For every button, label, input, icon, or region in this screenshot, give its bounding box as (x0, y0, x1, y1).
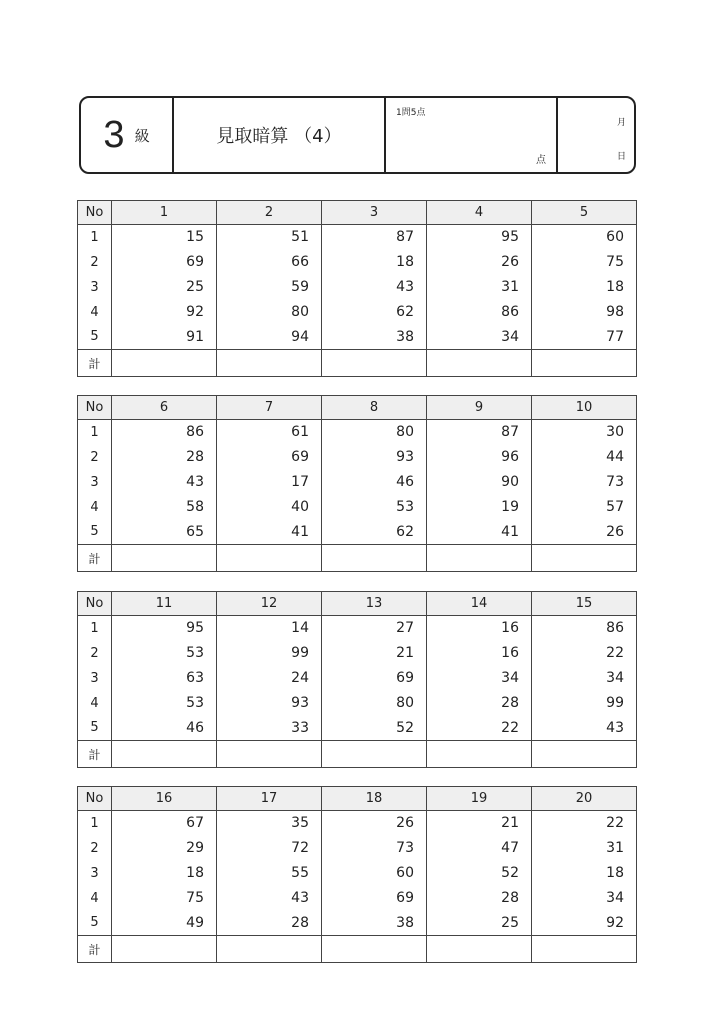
number-cell: 86 (427, 300, 532, 325)
number-cell: 75 (532, 250, 637, 275)
number-cell: 69 (217, 445, 322, 470)
row-number: 5 (78, 325, 112, 350)
number-cell: 86 (112, 420, 217, 445)
problem-table (77, 786, 637, 963)
answer-cell[interactable] (217, 545, 322, 572)
number-cell: 93 (322, 445, 427, 470)
number-cell: 72 (217, 836, 322, 861)
score-rule: 1問5点 (396, 108, 426, 118)
answer-cell[interactable] (322, 545, 427, 572)
problem-number-header: 8 (322, 396, 427, 420)
answer-cell[interactable] (427, 350, 532, 377)
table-row (78, 861, 637, 886)
number-cell: 17 (217, 470, 322, 495)
row-number: 4 (78, 691, 112, 716)
number-cell: 62 (322, 300, 427, 325)
answer-cell[interactable] (217, 936, 322, 963)
number-cell: 43 (112, 470, 217, 495)
number-cell: 26 (427, 250, 532, 275)
number-cell: 21 (427, 811, 532, 836)
table-header-row (78, 592, 637, 616)
month-label: 月 (616, 118, 626, 128)
row-number: 1 (78, 225, 112, 250)
answer-cell[interactable] (217, 350, 322, 377)
table-row (78, 470, 637, 495)
number-cell: 95 (427, 225, 532, 250)
problem-number-header: 1 (112, 201, 217, 225)
grade-box (81, 98, 174, 172)
row-number: 4 (78, 300, 112, 325)
number-cell: 86 (532, 616, 637, 641)
table-row (78, 225, 637, 250)
problem-number-header: 3 (322, 201, 427, 225)
answer-cell[interactable] (532, 936, 637, 963)
row-number: 3 (78, 275, 112, 300)
number-cell: 34 (427, 666, 532, 691)
answer-cell[interactable] (112, 545, 217, 572)
table-row (78, 445, 637, 470)
answer-cell[interactable] (427, 741, 532, 768)
number-cell: 95 (112, 616, 217, 641)
number-cell: 43 (217, 886, 322, 911)
number-cell: 69 (112, 250, 217, 275)
problem-number-header: 5 (532, 201, 637, 225)
number-cell: 41 (217, 520, 322, 545)
row-number: 2 (78, 250, 112, 275)
table-row (78, 911, 637, 936)
number-cell: 57 (532, 495, 637, 520)
number-cell: 90 (427, 470, 532, 495)
table-row (78, 691, 637, 716)
row-number: 3 (78, 666, 112, 691)
number-cell: 98 (532, 300, 637, 325)
number-cell: 43 (532, 716, 637, 741)
answer-cell[interactable] (322, 350, 427, 377)
number-cell: 46 (112, 716, 217, 741)
number-cell: 65 (112, 520, 217, 545)
number-cell: 96 (427, 445, 532, 470)
answer-cell[interactable] (532, 545, 637, 572)
number-cell: 47 (427, 836, 532, 861)
number-cell: 26 (532, 520, 637, 545)
row-number: 5 (78, 716, 112, 741)
table-row (78, 275, 637, 300)
number-cell: 19 (427, 495, 532, 520)
table-row (78, 666, 637, 691)
table-row (78, 325, 637, 350)
number-cell: 62 (322, 520, 427, 545)
problem-number-header: 18 (322, 787, 427, 811)
number-cell: 26 (322, 811, 427, 836)
number-cell: 52 (427, 861, 532, 886)
no-header: No (78, 592, 112, 616)
answer-cell[interactable] (112, 936, 217, 963)
number-cell: 16 (427, 616, 532, 641)
number-cell: 53 (112, 641, 217, 666)
row-number: 3 (78, 470, 112, 495)
problem-number-header: 10 (532, 396, 637, 420)
row-number: 1 (78, 616, 112, 641)
number-cell: 14 (217, 616, 322, 641)
number-cell: 69 (322, 666, 427, 691)
table-header-row (78, 396, 637, 420)
number-cell: 80 (322, 420, 427, 445)
number-cell: 25 (427, 911, 532, 936)
total-row (78, 936, 637, 963)
number-cell: 18 (322, 250, 427, 275)
problem-number-header: 7 (217, 396, 322, 420)
problem-number-header: 19 (427, 787, 532, 811)
problem-number-header: 14 (427, 592, 532, 616)
answer-cell[interactable] (427, 545, 532, 572)
table-header-row (78, 201, 637, 225)
no-header: No (78, 396, 112, 420)
total-row (78, 545, 637, 572)
table-row (78, 300, 637, 325)
number-cell: 55 (217, 861, 322, 886)
number-cell: 59 (217, 275, 322, 300)
number-cell: 29 (112, 836, 217, 861)
number-cell: 60 (532, 225, 637, 250)
number-cell: 49 (112, 911, 217, 936)
number-cell: 31 (427, 275, 532, 300)
number-cell: 18 (112, 861, 217, 886)
answer-cell[interactable] (112, 350, 217, 377)
table-row (78, 520, 637, 545)
row-number: 4 (78, 886, 112, 911)
number-cell: 60 (322, 861, 427, 886)
number-cell: 77 (532, 325, 637, 350)
worksheet-header (79, 96, 636, 174)
grade-number: 3 (103, 114, 125, 156)
answer-cell[interactable] (427, 936, 532, 963)
number-cell: 46 (322, 470, 427, 495)
table-row (78, 616, 637, 641)
table-row (78, 495, 637, 520)
number-cell: 92 (112, 300, 217, 325)
number-cell: 34 (532, 666, 637, 691)
number-cell: 22 (427, 716, 532, 741)
total-label: 計 (78, 936, 112, 963)
number-cell: 33 (217, 716, 322, 741)
number-cell: 80 (322, 691, 427, 716)
number-cell: 34 (427, 325, 532, 350)
answer-cell[interactable] (112, 741, 217, 768)
row-number: 2 (78, 836, 112, 861)
number-cell: 53 (322, 495, 427, 520)
number-cell: 91 (112, 325, 217, 350)
number-cell: 44 (532, 445, 637, 470)
number-cell: 58 (112, 495, 217, 520)
number-cell: 34 (532, 886, 637, 911)
problem-number-header: 13 (322, 592, 427, 616)
number-cell: 35 (217, 811, 322, 836)
problem-number-header: 16 (112, 787, 217, 811)
number-cell: 18 (532, 275, 637, 300)
number-cell: 69 (322, 886, 427, 911)
number-cell: 94 (217, 325, 322, 350)
table-row (78, 836, 637, 861)
no-header: No (78, 787, 112, 811)
row-number: 3 (78, 861, 112, 886)
problem-table (77, 200, 637, 377)
problem-number-header: 17 (217, 787, 322, 811)
row-number: 1 (78, 811, 112, 836)
total-label: 計 (78, 741, 112, 768)
number-cell: 28 (427, 886, 532, 911)
number-cell: 52 (322, 716, 427, 741)
row-number: 4 (78, 495, 112, 520)
number-cell: 38 (322, 325, 427, 350)
number-cell: 75 (112, 886, 217, 911)
number-cell: 87 (322, 225, 427, 250)
number-cell: 53 (112, 691, 217, 716)
number-cell: 24 (217, 666, 322, 691)
number-cell: 87 (427, 420, 532, 445)
number-cell: 93 (217, 691, 322, 716)
number-cell: 67 (112, 811, 217, 836)
problem-number-header: 20 (532, 787, 637, 811)
number-cell: 99 (217, 641, 322, 666)
number-cell: 15 (112, 225, 217, 250)
problem-number-header: 2 (217, 201, 322, 225)
answer-cell[interactable] (532, 741, 637, 768)
problem-table (77, 395, 637, 572)
date-box[interactable] (558, 98, 634, 172)
table-row (78, 716, 637, 741)
score-box[interactable] (386, 98, 558, 172)
table-row (78, 641, 637, 666)
number-cell: 73 (322, 836, 427, 861)
row-number: 5 (78, 520, 112, 545)
answer-cell[interactable] (532, 350, 637, 377)
number-cell: 61 (217, 420, 322, 445)
number-cell: 66 (217, 250, 322, 275)
table-header-row (78, 787, 637, 811)
total-row (78, 350, 637, 377)
day-label: 日 (616, 152, 626, 162)
number-cell: 80 (217, 300, 322, 325)
score-unit: 点 (536, 155, 546, 166)
table-row (78, 420, 637, 445)
number-cell: 38 (322, 911, 427, 936)
problem-table (77, 591, 637, 768)
number-cell: 28 (112, 445, 217, 470)
number-cell: 73 (532, 470, 637, 495)
number-cell: 63 (112, 666, 217, 691)
problem-number-header: 15 (532, 592, 637, 616)
total-label: 計 (78, 350, 112, 377)
answer-cell[interactable] (217, 741, 322, 768)
table-row (78, 250, 637, 275)
number-cell: 99 (532, 691, 637, 716)
problem-number-header: 12 (217, 592, 322, 616)
number-cell: 22 (532, 641, 637, 666)
row-number: 5 (78, 911, 112, 936)
number-cell: 31 (532, 836, 637, 861)
problem-number-header: 11 (112, 592, 217, 616)
number-cell: 16 (427, 641, 532, 666)
number-cell: 25 (112, 275, 217, 300)
answer-cell[interactable] (322, 741, 427, 768)
grade-label: 級 (134, 126, 150, 145)
no-header: No (78, 201, 112, 225)
worksheet-title: 見取暗算 （4） (174, 98, 386, 172)
answer-cell[interactable] (322, 936, 427, 963)
number-cell: 30 (532, 420, 637, 445)
number-cell: 43 (322, 275, 427, 300)
number-cell: 28 (427, 691, 532, 716)
number-cell: 40 (217, 495, 322, 520)
number-cell: 22 (532, 811, 637, 836)
total-label: 計 (78, 545, 112, 572)
number-cell: 28 (217, 911, 322, 936)
problem-number-header: 6 (112, 396, 217, 420)
problem-number-header: 9 (427, 396, 532, 420)
number-cell: 18 (532, 861, 637, 886)
number-cell: 27 (322, 616, 427, 641)
row-number: 2 (78, 445, 112, 470)
number-cell: 21 (322, 641, 427, 666)
table-row (78, 886, 637, 911)
total-row (78, 741, 637, 768)
row-number: 1 (78, 420, 112, 445)
number-cell: 92 (532, 911, 637, 936)
row-number: 2 (78, 641, 112, 666)
problem-number-header: 4 (427, 201, 532, 225)
number-cell: 51 (217, 225, 322, 250)
table-row (78, 811, 637, 836)
number-cell: 41 (427, 520, 532, 545)
